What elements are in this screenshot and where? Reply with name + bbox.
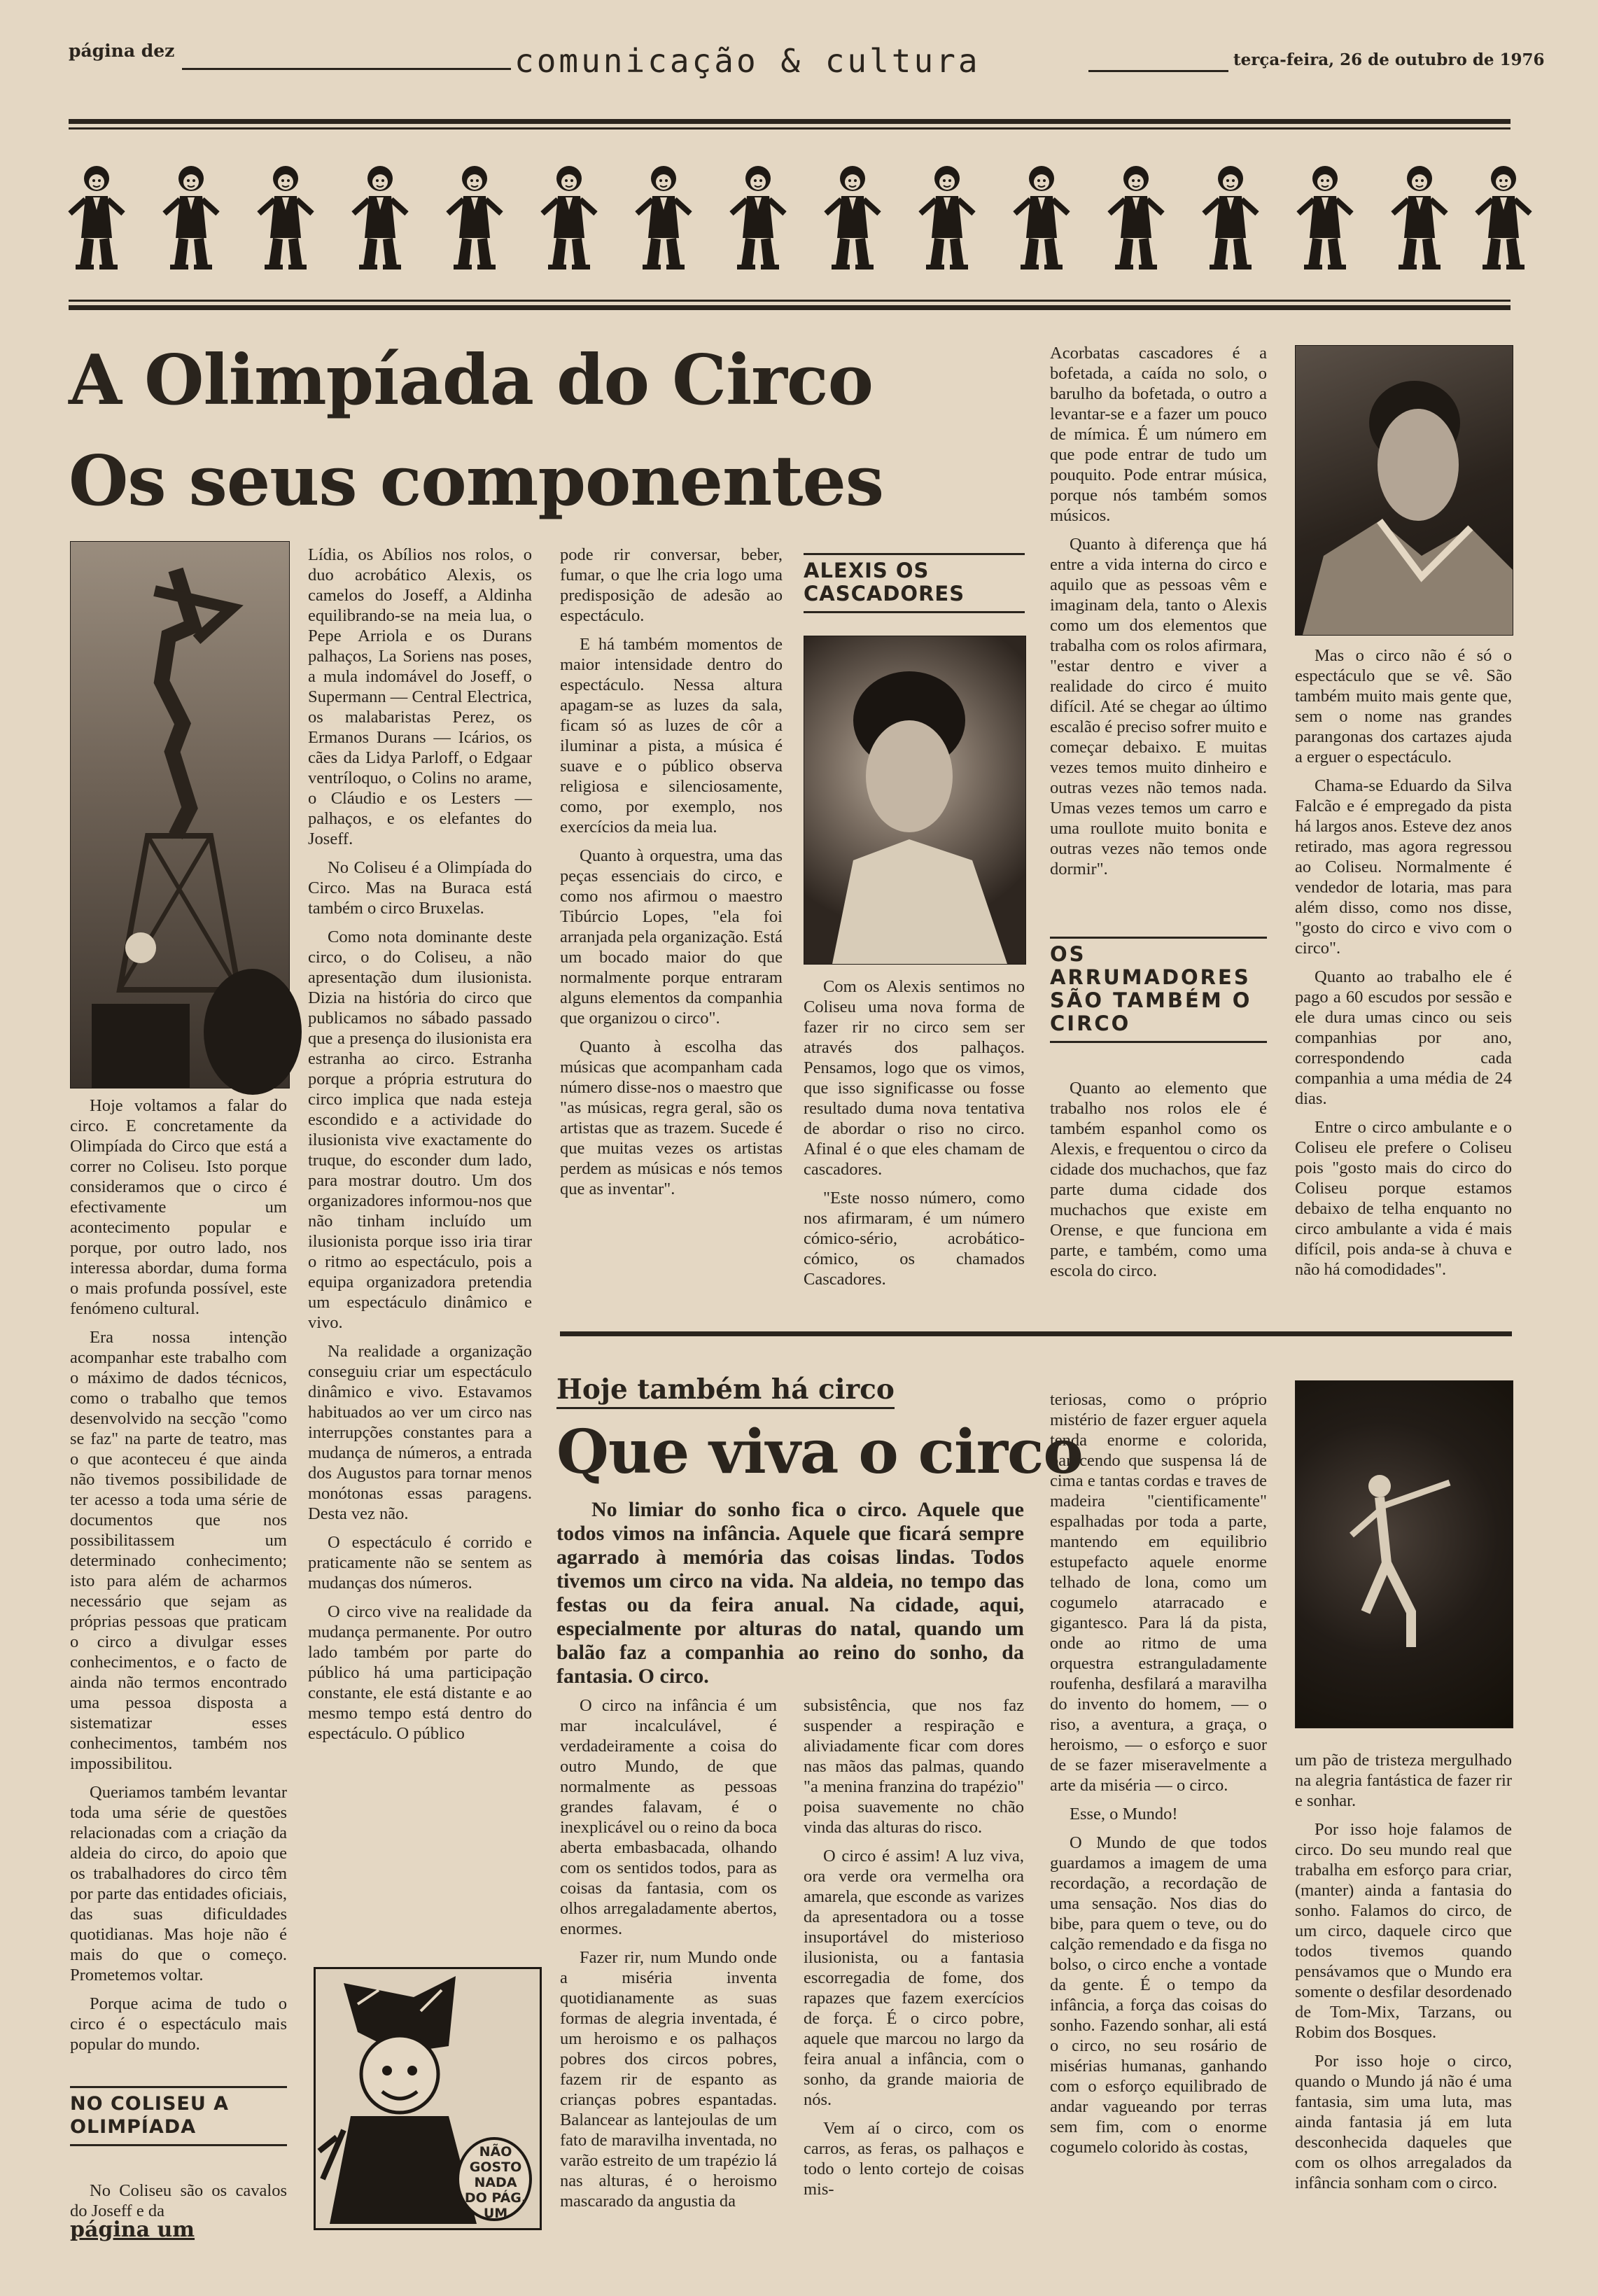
header-rule-left (182, 68, 511, 70)
story1-column5b: Quanto ao elemento que trabalho nos rolos ele é também espanhol como os Alexis, e frequentou o circo da cidade dos muchachos, que faz parte duma cidade dos muchachos que existe em Orense, e que funciona em parte, e também, como uma escola do circo. (1050, 1079, 1267, 1280)
subhead-arrumadores: OS ARRUMADORES SÃO TAMBÉM O CIRCO (1050, 937, 1267, 1043)
date-label: terça-feira, 26 de outubro de 1976 (1233, 50, 1545, 69)
story2-lede: No limiar do sonho fica o circo. Aquele que todos vimos na infância. Aquele que ficará sempre agarrado à memória das coisas lindas. Todos tivemos um circo na vida. Na aldeia, no tempo das festas ou da feira anual. Na cidade, aqui, especialmente por alturas do natal, quando um balão faz a companhia ao reino do sonho, da fantasia. O circo. (556, 1498, 1024, 1688)
trapeze-artist-photo (1295, 1380, 1513, 1728)
story1-column6: Mas o circo não é só o espectáculo que se vê. São também muito mais gente que, sem o nome nas grandes parangonas dos cartazes ajuda a erguer o espectáculo. Chama-se Eduardo da Silva Falcão e é empregado da pista há largos anos. Esteve dez anos retirado, mas agora regressou ao Coliseu. Normalmente é vendedor de lotaria, mas para além disso, como nos disse, "gosto do circo e vivo com o circo". Quanto ao trabalho ele é pago a 60 escudos por sessão e ele dura umas cinco ou seis companhias por ano, correspondendo cada companhia a uma média de 24 dias. Entre o circo ambulante e o Coliseu ele prefere o Coliseu pois "gosto mais do circo do Coliseu porque estamos debaixo de telha enquanto no circo ambulante a vida é mais difícil, pois anda-se à chuva e não há comodidades". (1295, 646, 1512, 1279)
headline-line1: A Olimpíada do Circo (69, 340, 873, 421)
section-title: comunicação & cultura (514, 42, 981, 80)
cartoon-speech-bubble: NÃO GOSTO NADA DO PÁG. UM (464, 2144, 527, 2221)
banner-bottom-rule (69, 305, 1511, 310)
story1-column5: Acorbatas cascadores é a bofetada, a caída no solo, o barulho da bofetada, o outro a levantar-se e a fazer um pouco de mímica. É um número em que pode entrar de tudo um pouquito. Pode entrar música, porque nós também somos músicos. Quanto à diferença que há entre a vida interna do circo e aquilo que as pessoas vêm e imaginam dela, tanto o Alexis como um dos elementos que trabalha com os rolos afirmara, "estar dentro e viver a realidade do circo é muito difícil. Até se chegar ao último escalão é preciso sofrer muito e começar debaixo. E muitas vezes temos muito dinheiro e outras vezes não temos nada. Umas vezes temos um carro e uma roullote muito bonita e outras vezes não temos onde dormir". (1050, 344, 1267, 878)
alexis-photo (804, 636, 1026, 965)
clown-banner (62, 147, 1525, 287)
story1-column3: pode rir conversar, beber, fumar, o que lhe cria logo uma predisposição de adesão ao espectáculo. E há também momentos de maior intensidade dentro do espectáculo. Nessa altura apagam-se as luzes da sala, ficam só as luzes de côr a iluminar a pista, a música é suave e o público observa religiosa e silenciosamente, como, por exemplo, nos exercícios da meia lua. Quanto à orquestra, uma das peças essenciais do circo, e como nos afirmou o maestro Tibúrcio Lopes, "ela foi arranjada pela organização. Está um bocado maior do que normalmente porque entraram alguns elementos da companhia que organizou o circo". Quanto à escolha das músicas que acompanham cada número disse-nos o maestro que "as músicas, regra geral, são os artistas que as trazem. Sucede é que muitas vezes os artistas perdem as músicas e nós temos que as inventar". (560, 545, 783, 1198)
banner-top-rule-thin (69, 127, 1511, 130)
page-number-label: página dez (69, 41, 175, 61)
story2-column3: teriosas, como o próprio mistério de fazer erguer aquela tenda enorme e colorida, parecendo que suspensa lá de cima e tantas cordas e traves de madeira "cientificamente" espalhadas por toda a parte, mantendo em equilibrio estupefacto aquele enorme telhado de lona, como um cogumelo atarracado e gigantesco. Para lá da pista, onde ao ritmo de uma orquestra estranguladamente roufenha, desfilará a maravilha do invento do homem, — o riso, a aventura, a graça, o heroismo, — o esforço e suor de se fazer miseravelmente a arte da miséria — o circo. Esse, o Mundo! O Mundo de que todos guardamos a imagem de uma recordação, a recordação de uma sensação. Nos dias do bibe, para quem o teve, ou do calção remendado e da fisga no bolso, o circo enche a vontade da gente. É o tempo da infância, a força das coisas do sonho. Fazendo sonhar, ali está o circo, no seu rosário de misérias humanas, ganhando com o esforço equilibrado de andar vagueando por terras sem fim, com o enorme cogumelo colorido às costas, (1050, 1390, 1267, 2157)
headline-line2: Os seus componentes (69, 441, 883, 522)
story2-kicker: Hoje também há circo (556, 1373, 895, 1409)
story1-column4: Com os Alexis sentimos no Coliseu uma nova forma de fazer rir no circo sem ser através dos palhaços. Pensamos, logo que os vimos, que isso significasse ou fosse resultado duma nova tentativa de abordar o riso no circo. Afinal é o que eles chamam de cascadores. "Este nosso número, como nos afirmaram, é um número cómico-sério, acrobático-cómico, os chamados Cascadores. (804, 977, 1025, 1289)
cartoon-drawing (314, 1967, 542, 2230)
story2-column4: um pão de tristeza mergulhado na alegria fantástica de fazer rir e sonhar. Por isso hoje falamos de circo. Do seu mundo real que trabalha em esforço para criar, (manter) ainda a fantasia do sonho. Falamos do circo, de um circo, daquele circo que todos tivemos quando pensávamos que o Mundo era somente o desfilar desordenado de Tom-Mix, Tarzans, ou Robim dos Bosques. Por isso hoje o circo, quando o Mundo já não é uma fantasia, sim uma luta, mas ainda fantasia já em luta desconhecida daqueles que com os olhos arregalados da infância sonham com o circo. (1295, 1751, 1512, 2192)
continued-page-label: página um (70, 2218, 195, 2242)
header-rule-right (1088, 70, 1228, 72)
story-divider (560, 1331, 1512, 1336)
story1-column1-end: No Coliseu são os cavalos do Joseff e da (70, 2181, 287, 2220)
banner-top-rule (69, 119, 1511, 124)
banner-bottom-rule-thin (69, 300, 1511, 302)
subhead-no-coliseu: NO COLISEU A OLIMPÍADA (70, 2086, 287, 2146)
story2-column2: subsistência, que nos faz suspender a respiração e aliviadamente ficar com dores nas mãos das palmas, quando "a menina franzina do trapézio" poisa suavemente no chão vinda das alturas do risco. O circo é assim! A luz viva, ora verde ora vermelha ora amarela, que esconde as varizes da apresentadora ou a tosse insuportável do misterioso ilusionista, ou a fantasia escorregadia de fome, dos rapazes que fazem exercícios de força. É o circo pobre, aquele que marcou no largo da feira anual a infância, com o sonho, da grande maioria de nós. Vem aí o circo, com os carros, as feras, os palhaços e todo o lento cortejo de coisas mis- (804, 1696, 1024, 2199)
eduardo-photo (1295, 345, 1513, 636)
subhead-alexis: ALEXIS OS CASCADORES (804, 553, 1025, 613)
acrobat-photo (70, 541, 290, 1088)
story2-headline: Que viva o circo (556, 1417, 1083, 1488)
story2-column1: O circo na infância é um mar incalculável, é verdadeiramente a coisa do outro Mundo, de que normalmente as pessoas grandes falavam, é o inexplicável ou o reino da boca aberta embasbacada, olhando com os sentidos todos, para as coisas da fantasia, com os olhos arregaladamente abertos, enormes. Fazer rir, num Mundo onde a miséria inventa quotidianamente as suas formas de alegria inventada, é um heroismo e os palhaços pobres dos circos pobres, fazem rir de espanto as crianças pobres espantadas. Balancear as lantejoulas de um fato de maravilha inventada, no varão estreito de um trapézio lá nas alturas, é o heroismo mascarado da angustia da (560, 1696, 777, 2211)
clown-figures-icon (70, 166, 1530, 270)
story1-column1: Hoje voltamos a falar do circo. E concretamente da Olimpíada do Circo que está a correr no Coliseu. Isto porque consideramos que o circo é efectivamente um acontecimento popular e porque, por outro lado, nos interessa abordar, duma forma o mais profunda possível, este fenómeno cultural. Era nossa intenção acompanhar este trabalho com o máximo de dados técnicos, como o trabalho que temos desenvolvido na secção "como se faz" na parte de teatro, mas o que aconteceu é que ainda não tivemos possibilidade de ter acesso a toda uma série de documentos que nos possibilitassem um determinado conhecimento; isto para além de acharmos necessário que sejam as próprias pessoas que praticam o circo a divulgar esses conhecimentos, e o facto de ainda não termos encontrado uma pessoa disposta a sistematizar esses conhecimentos, também nos impossibilitou. Queriamos também levantar toda uma série de questões relacionadas com a criação da aldeia do circo, do apoio que os trabalhadores do circo têm por parte das entidades oficiais, das suas dificuldades quotidianas. Mas hoje não é mais do que o começo. Prometemos voltar. Porque acima de tudo o circo é o espectáculo mais popular do mundo. (70, 1096, 287, 2054)
story1-column2: Lídia, os Abílios nos rolos, o duo acrobático Alexis, os camelos do Joseff, a Aldinha equilibrando-se na meia lua, o Pepe Arriola e os Durans palhaços, La Soriens nas poses, a mula indomável do Joseff, o Supermann — Central Electrica, os malabaristas Perez, os Ermanos Durans — Icários, os cães da Lidya Parloff, o Edgaar ventríloquo, o Colins no arame, o Cláudio e os Lesters — palhaços, e os elefantes do Joseff. No Coliseu é a Olimpíada do Circo. Mas na Buraca está também o circo Bruxelas. Como nota dominante deste circo, o do Coliseu, a não apresentação dum ilusionista. Dizia na história do circo que publicamos no sábado passado que a presença do ilusionista era estranha ao circo. Estranha porque a própria estrutura do circo implica que nada esteja escondido e a actividade do ilusionista vive exactamente do truque, do esconder dum lado, para mostrar doutro. Um dos organizadores informou-nos que não tinham incluído um ilusionista porque isso iria tirar o ritmo ao espectáculo, pois a equipa organizadora pretendia um espectáculo dinâmico e vivo. Na realidade a organização conseguiu criar um espectáculo dinâmico e vivo. Estavamos habituados ao ver um circo nas interrupções constantes para a mudança de números, a entrada dos Augustos para tornar menos monótonas essas paragens. Desta vez não. O espectáculo é corrido e praticamente não se sentem as mudanças dos números. O circo vive na realidade da mudança permanente. Por outro lado também por parte do público há uma participação constante, ele está distante e ao mesmo tempo está dentro do espectáculo. O público (308, 545, 532, 1743)
